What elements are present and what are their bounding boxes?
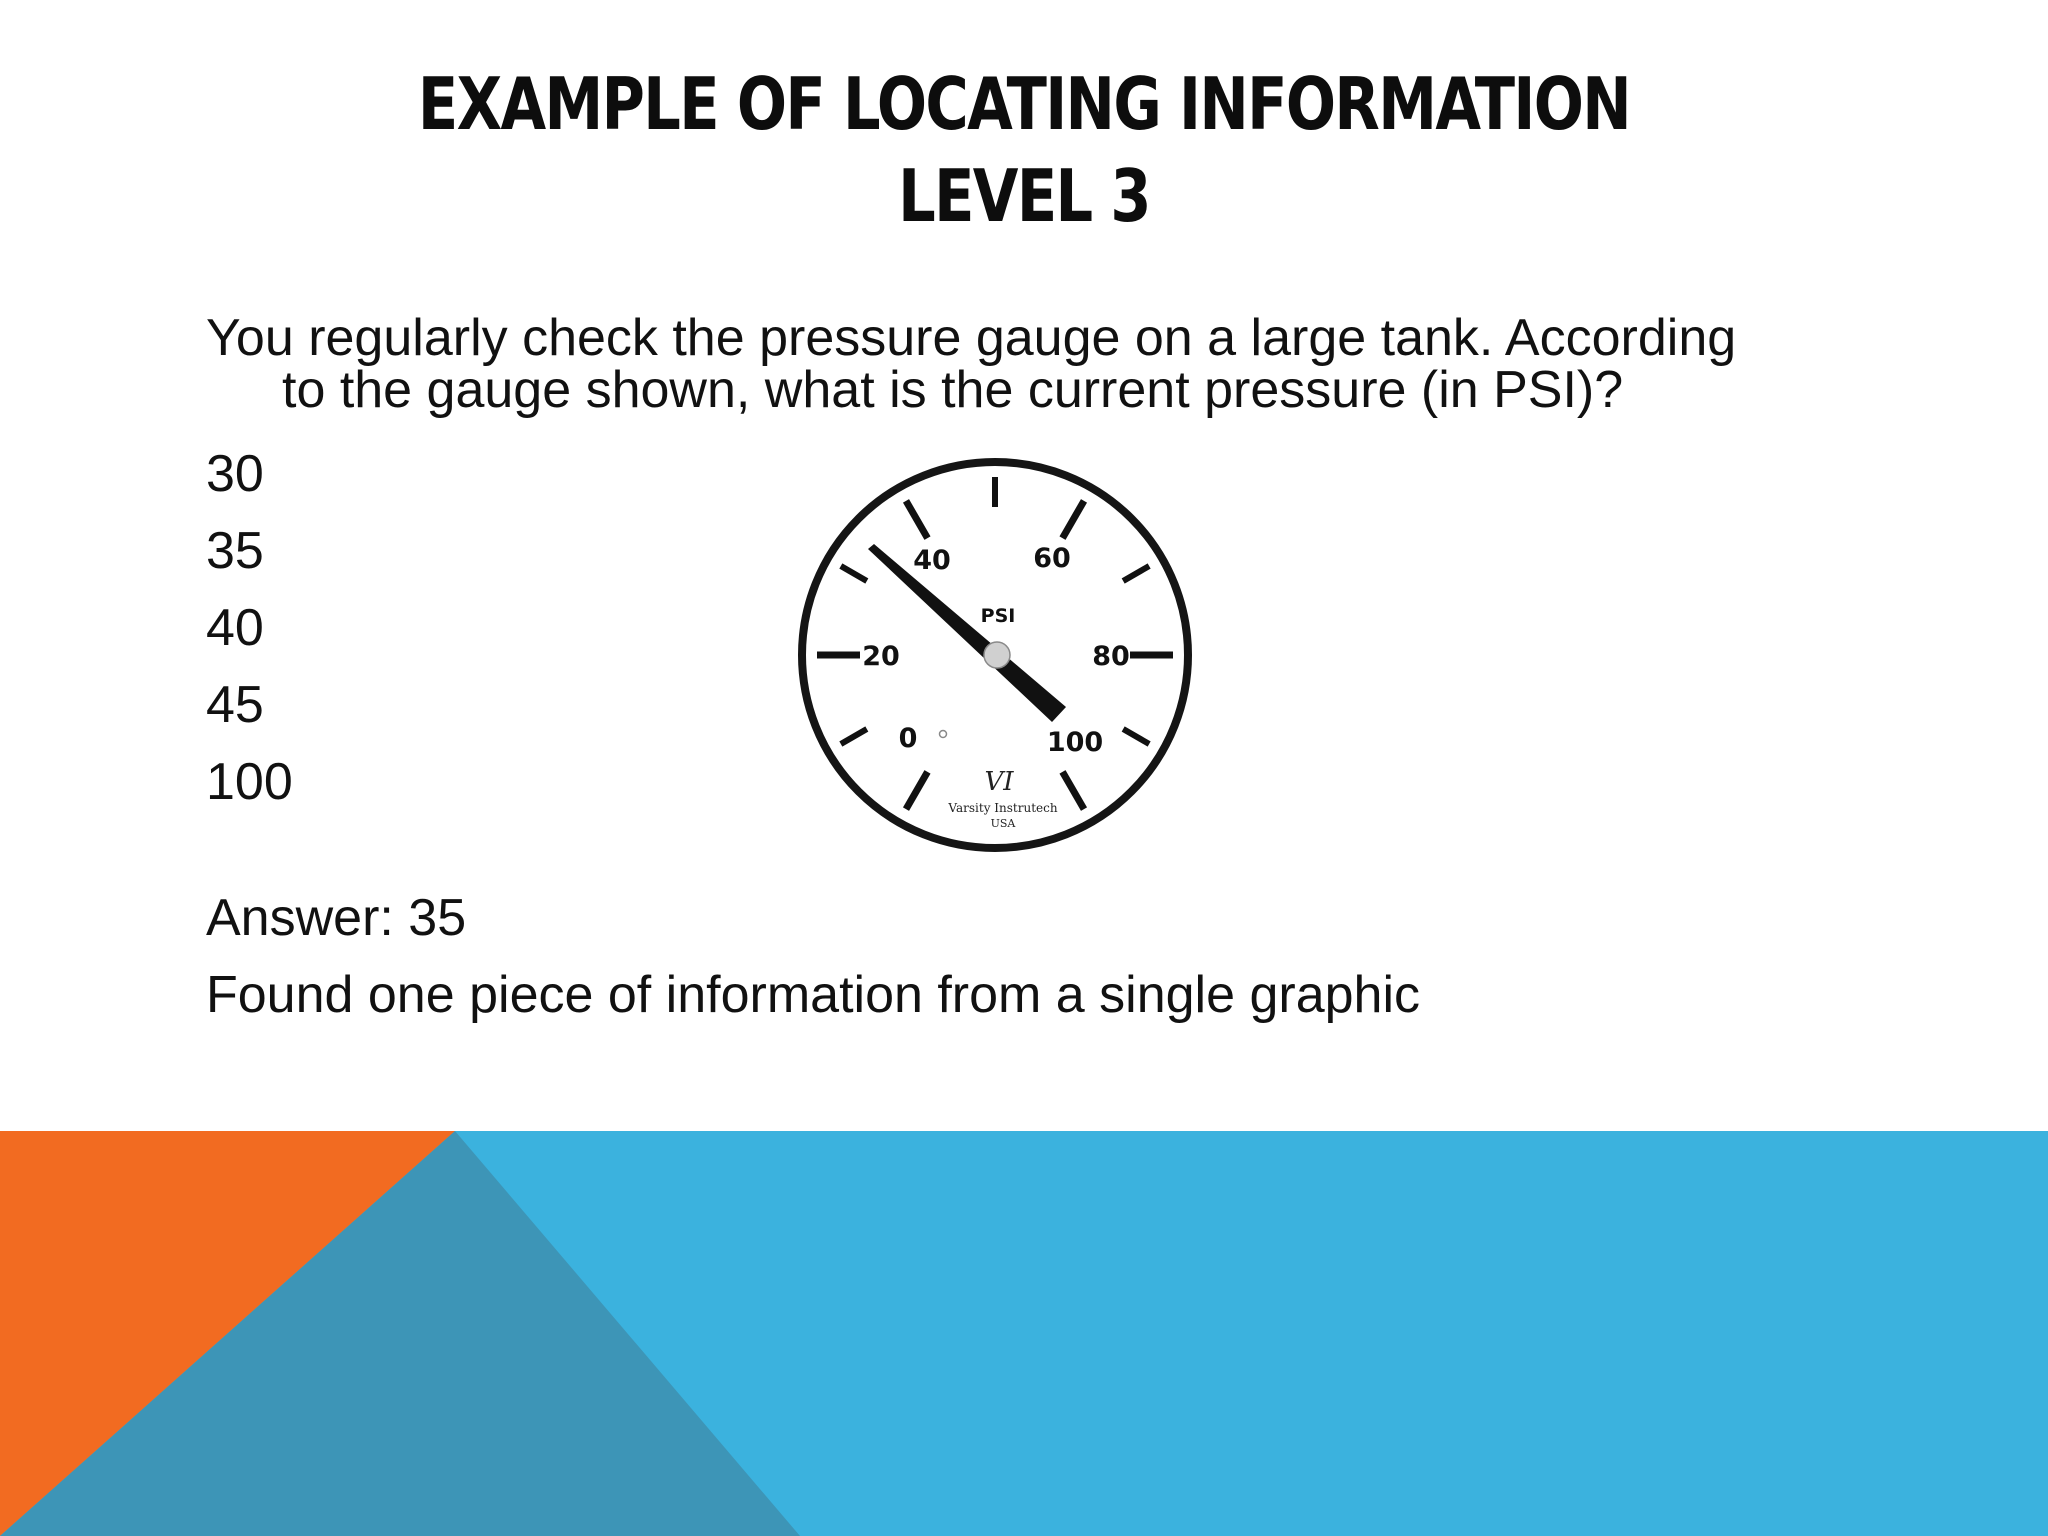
gauge-label-80: 80 xyxy=(1092,641,1130,672)
title-line-2: LEVEL 3 xyxy=(898,154,1150,238)
footer-decoration xyxy=(0,1131,2048,1536)
slide-title xyxy=(184,58,1863,242)
title-line-1: EXAMPLE OF LOCATING INFORMATION xyxy=(417,62,1631,146)
option-item: 100 xyxy=(206,753,293,811)
gauge-needle-hub xyxy=(984,642,1010,668)
pressure-gauge xyxy=(795,455,1195,855)
gauge-label-20: 20 xyxy=(862,641,900,672)
gauge-label-40: 40 xyxy=(913,545,951,576)
gauge-label-0: 0 xyxy=(898,723,918,754)
brand-name: Varsity Instrutech xyxy=(948,801,1058,815)
brand-logo: VI xyxy=(984,767,1014,797)
gauge-unit-label: PSI xyxy=(980,605,1016,627)
explanation-text: Found one piece of information from a single graphic xyxy=(206,966,1421,1024)
option-item: 40 xyxy=(206,599,264,657)
option-item: 45 xyxy=(206,676,264,734)
question-line-2: to the gauge shown, what is the current pressure (in PSI)? xyxy=(282,361,1624,419)
gauge-label-60: 60 xyxy=(1033,543,1071,574)
question-line-1: You regularly check the pressure gauge on a large tank. According xyxy=(206,309,1737,367)
gauge-label-100: 100 xyxy=(1046,727,1104,758)
answer-options xyxy=(206,436,293,821)
option-item: 35 xyxy=(206,522,264,580)
answer-block xyxy=(206,880,1420,1034)
answer-text: Answer: 35 xyxy=(206,889,467,947)
option-item: 30 xyxy=(206,445,264,503)
question-text xyxy=(206,309,1906,419)
brand-country: USA xyxy=(990,817,1016,830)
